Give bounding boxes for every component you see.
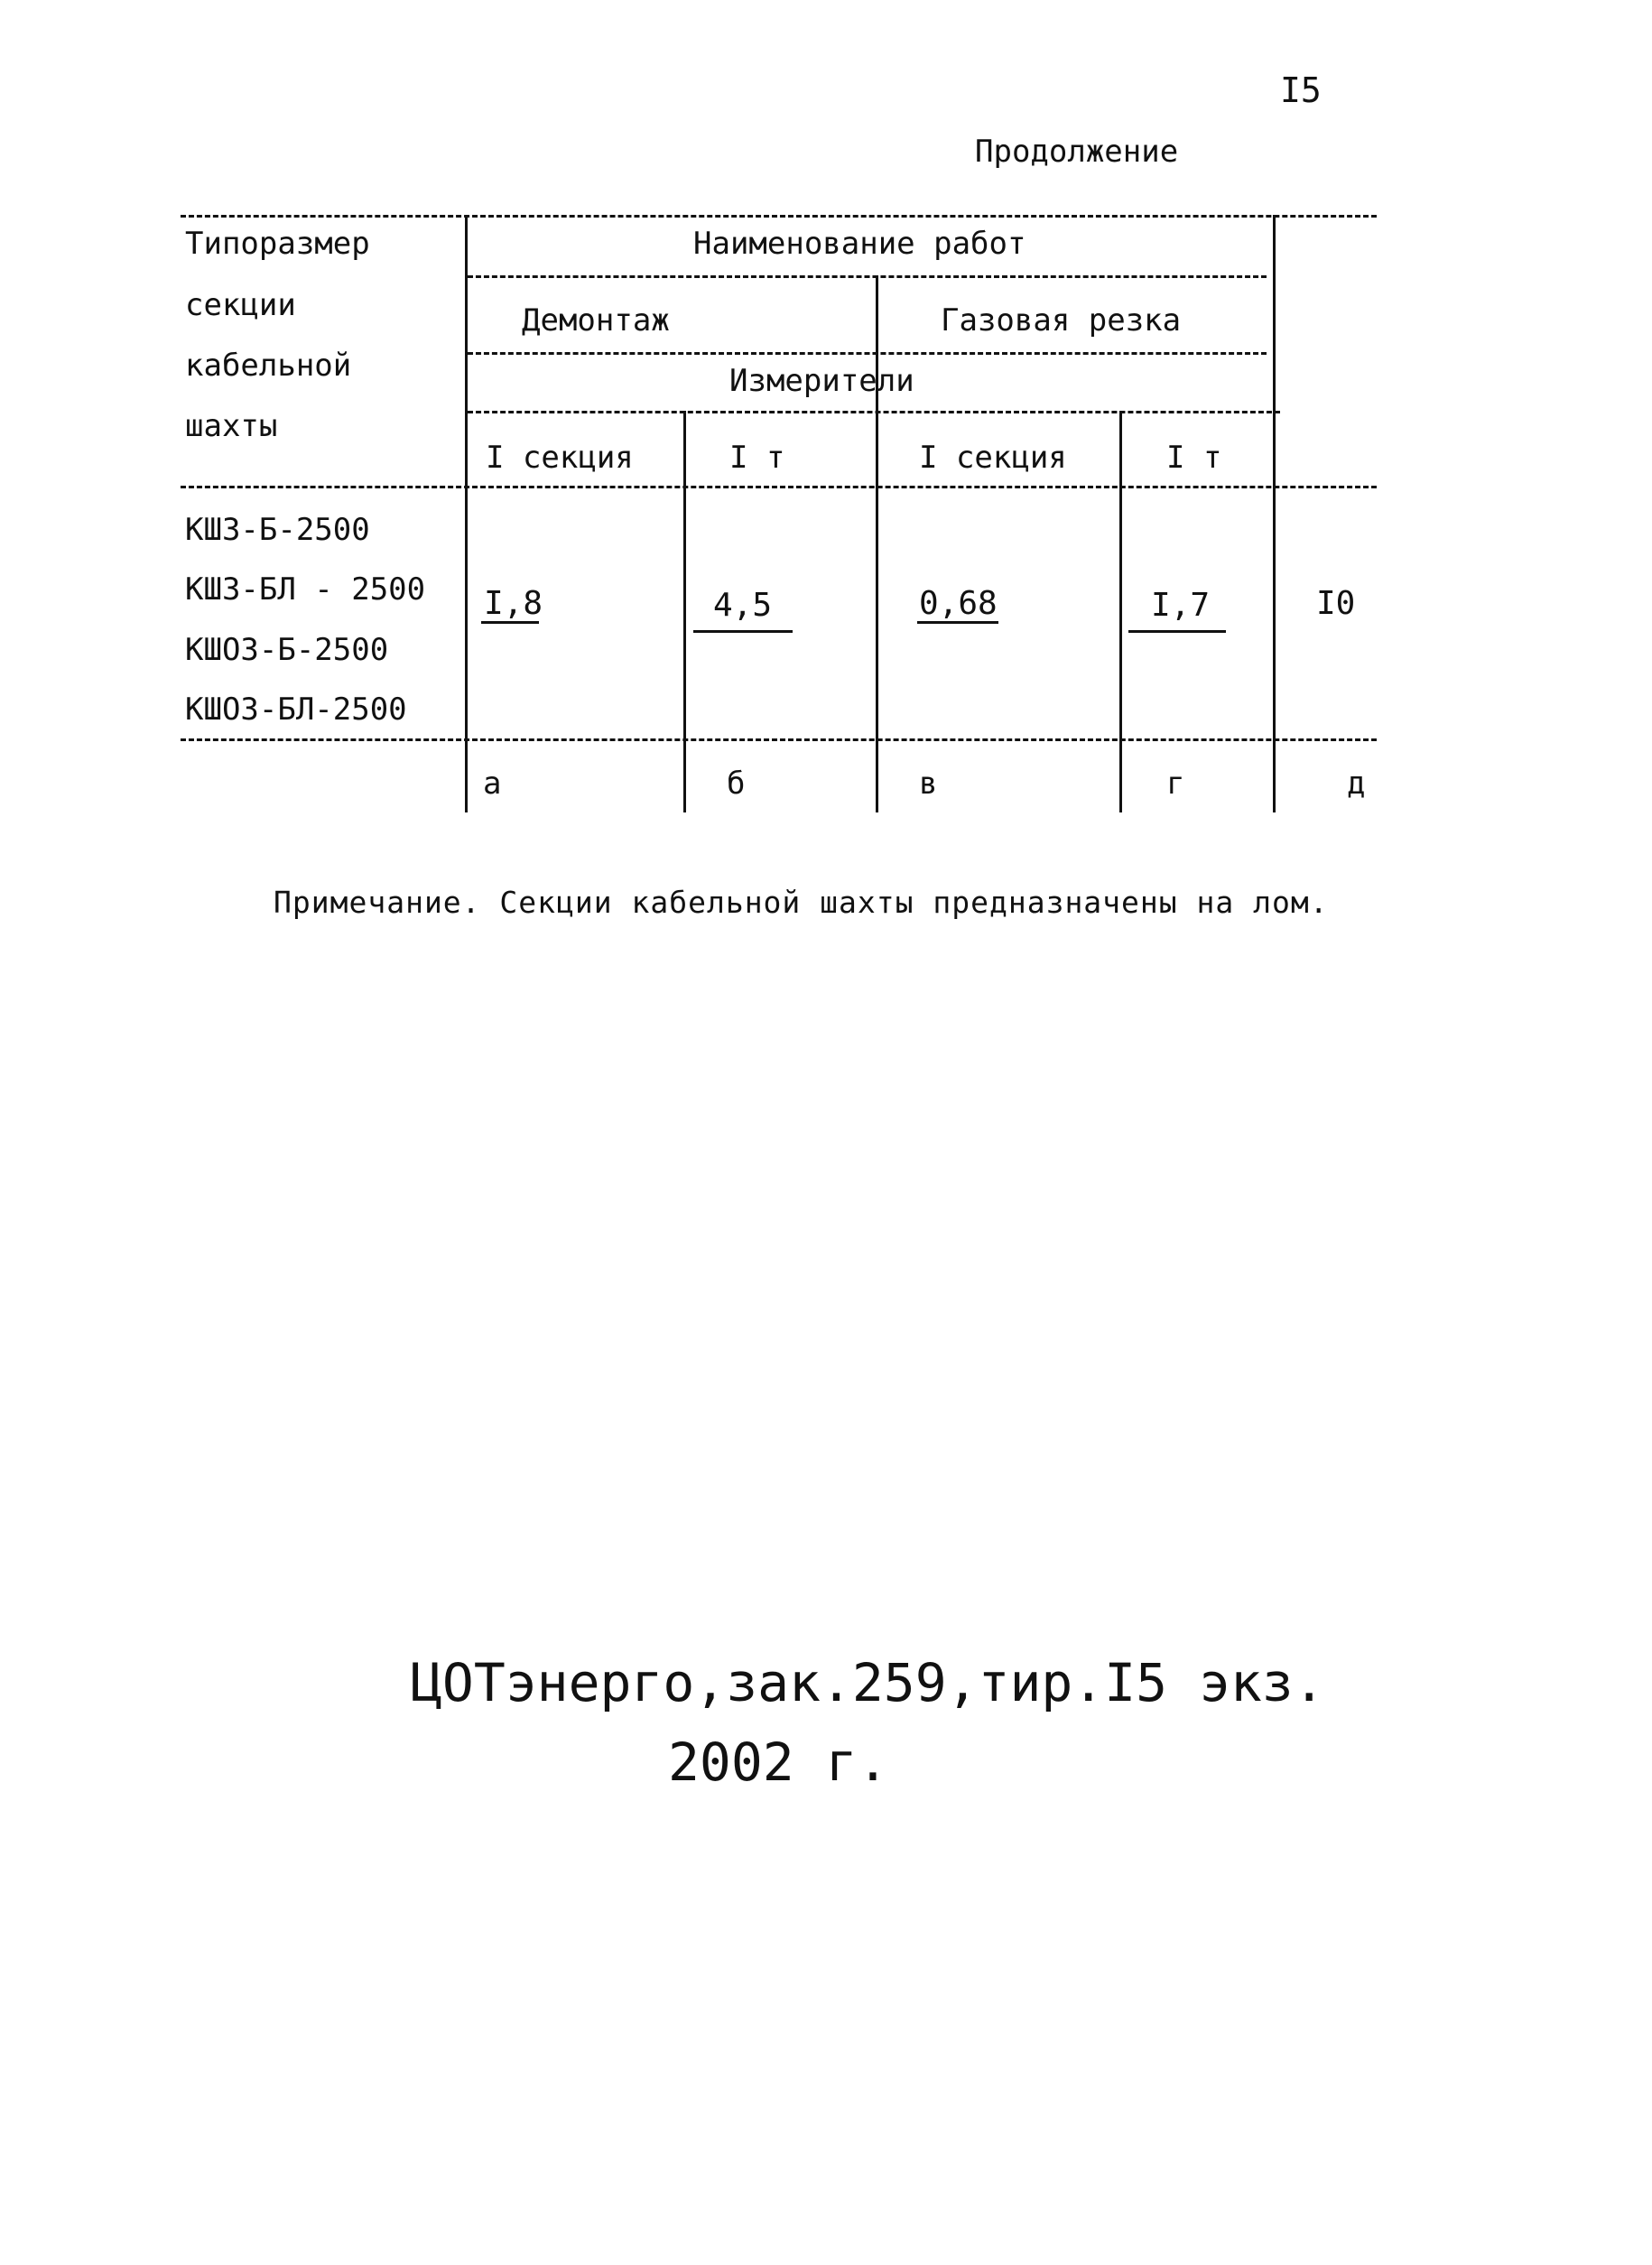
column-letter-a: а <box>483 766 502 802</box>
value-dismantling-ton: 4,5 <box>713 587 773 624</box>
body-bottom-rule <box>181 738 1377 741</box>
header-bottom-rule <box>181 486 1377 488</box>
section-type-2: КШЗ-БЛ - 2500 <box>185 571 426 608</box>
column-letter-v: в <box>919 766 938 802</box>
value-cutting-section: 0,68 <box>919 585 998 622</box>
section-type-3: КШОЗ-Б-2500 <box>185 632 389 668</box>
imprint-line-2: 2002 г. <box>668 1731 889 1793</box>
column-letter-d: д <box>1347 766 1366 802</box>
unit-column-4: I т <box>1166 440 1222 476</box>
groups-rule <box>468 352 1267 355</box>
column-divider-1 <box>683 411 686 812</box>
table-top-rule <box>181 215 1377 218</box>
works-header: Наименование работ <box>693 226 1026 262</box>
table-note: Примечание. Секции кабельной шахты предназначены на лом. <box>274 885 1329 920</box>
column-letter-b: б <box>727 766 746 802</box>
row-header-divider <box>465 215 468 812</box>
imprint-line-1: ЦОТэнерго,зак.259,тир.I5 экз. <box>411 1652 1325 1713</box>
continuation-label: Продолжение <box>975 134 1179 170</box>
column-letter-g: г <box>1166 766 1185 802</box>
row-header-line-1: Типоразмер <box>185 226 370 262</box>
group-dismantling: Демонтаж <box>522 302 670 339</box>
unit-column-2: I т <box>729 440 785 476</box>
section-type-1: КШЗ-Б-2500 <box>185 512 370 548</box>
right-divider <box>1273 215 1276 812</box>
value-underline-3 <box>917 621 998 624</box>
value-dismantling-section: I,8 <box>484 585 543 622</box>
unit-column-1: I секция <box>486 440 634 476</box>
group-gas-cutting: Газовая резка <box>941 302 1182 339</box>
unit-column-3: I секция <box>919 440 1067 476</box>
units-rule <box>468 411 1280 413</box>
value-extra: I0 <box>1316 585 1356 622</box>
row-header-line-3: кабельной <box>185 348 352 384</box>
column-divider-3 <box>1119 411 1122 812</box>
row-header-line-4: шахты <box>185 408 278 444</box>
section-type-4: КШОЗ-БЛ-2500 <box>185 692 407 728</box>
value-underline-4 <box>1128 630 1226 633</box>
row-header-line-2: секции <box>185 287 296 323</box>
value-underline-2 <box>693 630 793 633</box>
group-divider <box>876 275 878 812</box>
value-cutting-ton: I,7 <box>1151 587 1211 624</box>
value-underline-1 <box>481 621 539 624</box>
works-header-rule <box>468 275 1267 278</box>
units-header: Измерители <box>729 363 914 399</box>
page-number: I5 <box>1280 70 1322 110</box>
